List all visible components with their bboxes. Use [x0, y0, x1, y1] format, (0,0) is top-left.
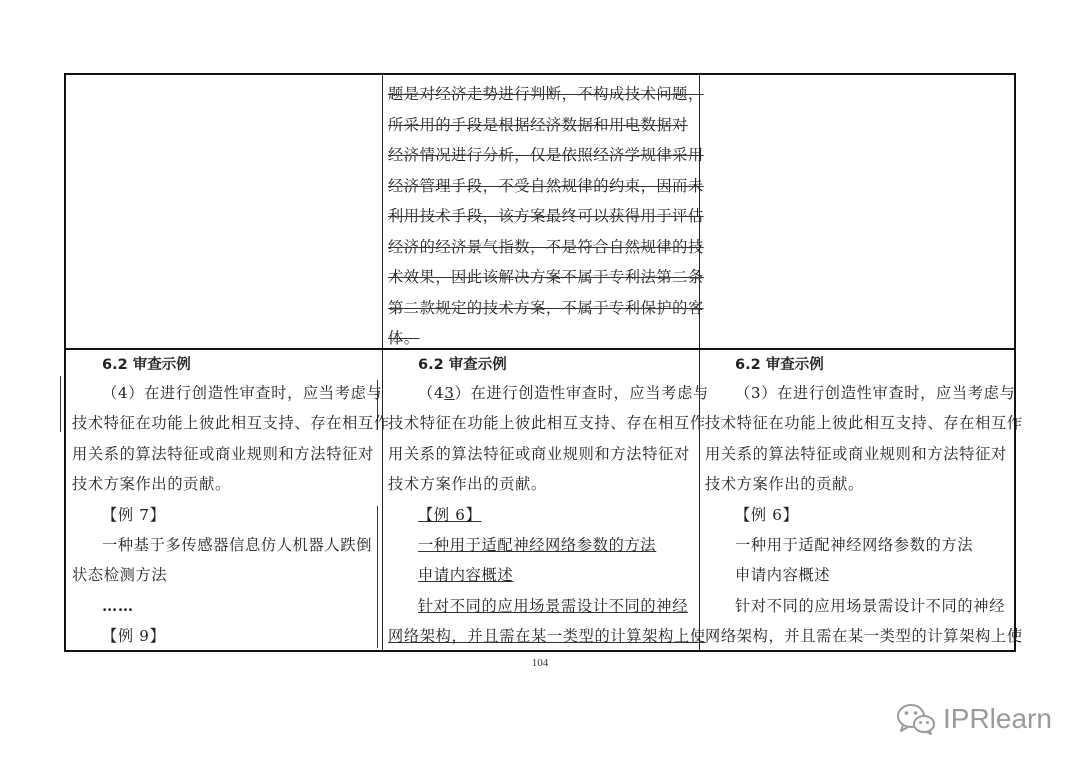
ellipsis: …… [102, 596, 134, 615]
deleted-line: 所采用的手段是根据经济数据和用电数据对 [388, 115, 688, 134]
paragraph-line: （4）在进行创造性审查时，应当考虑与 [102, 384, 383, 402]
watermark [895, 702, 1052, 736]
paragraph-line: （3）在进行创造性审查时，应当考虑与 [735, 384, 1016, 402]
deleted-line: 经济管理手段，不受自然规律的约束，因而未 [388, 176, 704, 195]
paragraph-prefix-open: （4 [418, 384, 445, 402]
deleted-line: 利用技术手段，该方案最终可以获得用于评估 [388, 207, 704, 225]
example-title-line: 状态检测方法 [72, 566, 168, 585]
deleted-line: 经济情况进行分析，仅是依照经济学规律采用 [388, 146, 704, 164]
paragraph-prefix-rest: ）在进行创造性审查时，应当考虑与 [454, 384, 709, 402]
section-heading: 6.2 审查示例 [102, 357, 191, 373]
body-line: 针对不同的应用场景需设计不同的神经 [735, 596, 1006, 615]
inserted-text: 申请内容概述 [418, 566, 514, 585]
body-line [388, 591, 694, 621]
inserted-text: 一种用于适配神经网络参数的方法 [418, 535, 657, 554]
paragraph-line: 用关系的算法特征或商业规则和方法特征对 [72, 444, 374, 463]
deleted-line: 第二款规定的技术方案，不属于专利保护的客 [388, 298, 704, 317]
body-line: 网络架构，并且需在某一类型的计算架构上使 [705, 627, 1023, 646]
deleted-text-block [388, 79, 704, 354]
deleted-line: 经济的经济景气指数，不是符合自然规律的技 [388, 237, 704, 256]
column-original [72, 352, 390, 652]
paragraph-line: 技术特征在功能上彼此相互支持、存在相互作 [705, 414, 1023, 433]
inserted-text: 【例 6】 [418, 505, 482, 524]
paragraph-line: 技术方案作出的贡献。 [72, 475, 231, 494]
watermark-text: IPRlearn [943, 703, 1052, 734]
paragraph-line: 技术特征在功能上彼此相互支持、存在相互作 [72, 414, 390, 433]
column-divider [382, 75, 383, 650]
paragraph-line: 用关系的算法特征或商业规则和方法特征对 [388, 444, 690, 463]
section-heading: 6.2 审查示例 [735, 357, 824, 373]
revision-bar [60, 376, 61, 432]
inserted-text: 针对不同的应用场景需设计不同的神经 [418, 596, 689, 615]
example-label: 【例 9】 [102, 627, 166, 646]
inserted-text: 3 [444, 384, 455, 402]
wechat-icon [895, 702, 937, 736]
paragraph-line: 技术特征在功能上彼此相互支持、存在相互作 [388, 414, 706, 433]
paragraph-line: 技术方案作出的贡献。 [705, 475, 864, 494]
summary-label [388, 560, 694, 590]
inserted-text: 网络架构，并且需在某一类型的计算架构上使 [388, 627, 706, 646]
example-title: 一种用于适配神经网络参数的方法 [735, 535, 974, 554]
summary-label: 申请内容概述 [735, 566, 831, 585]
paragraph-line: 用关系的算法特征或商业规则和方法特征对 [705, 444, 1007, 463]
example-title-line: 一种基于多传感器信息仿人机器人跌倒 [102, 535, 373, 554]
example-title [388, 530, 694, 560]
column-revised [705, 352, 1023, 652]
deleted-line: 术效果，因此该解决方案不属于专利法第二条 [388, 268, 704, 286]
section-heading: 6.2 审查示例 [418, 357, 507, 373]
paragraph-line [388, 378, 709, 408]
example-label: 【例 7】 [102, 505, 166, 524]
example-label: 【例 6】 [735, 505, 799, 524]
paragraph-line: 技术方案作出的贡献。 [388, 475, 547, 494]
example-label [388, 500, 694, 530]
deleted-line: 题是对经济走势进行判断，不构成技术问题， [388, 85, 704, 103]
column-revision [388, 352, 709, 652]
page-number: 104 [531, 657, 549, 669]
deleted-line: 体。 [388, 329, 420, 347]
body-line [388, 621, 706, 651]
